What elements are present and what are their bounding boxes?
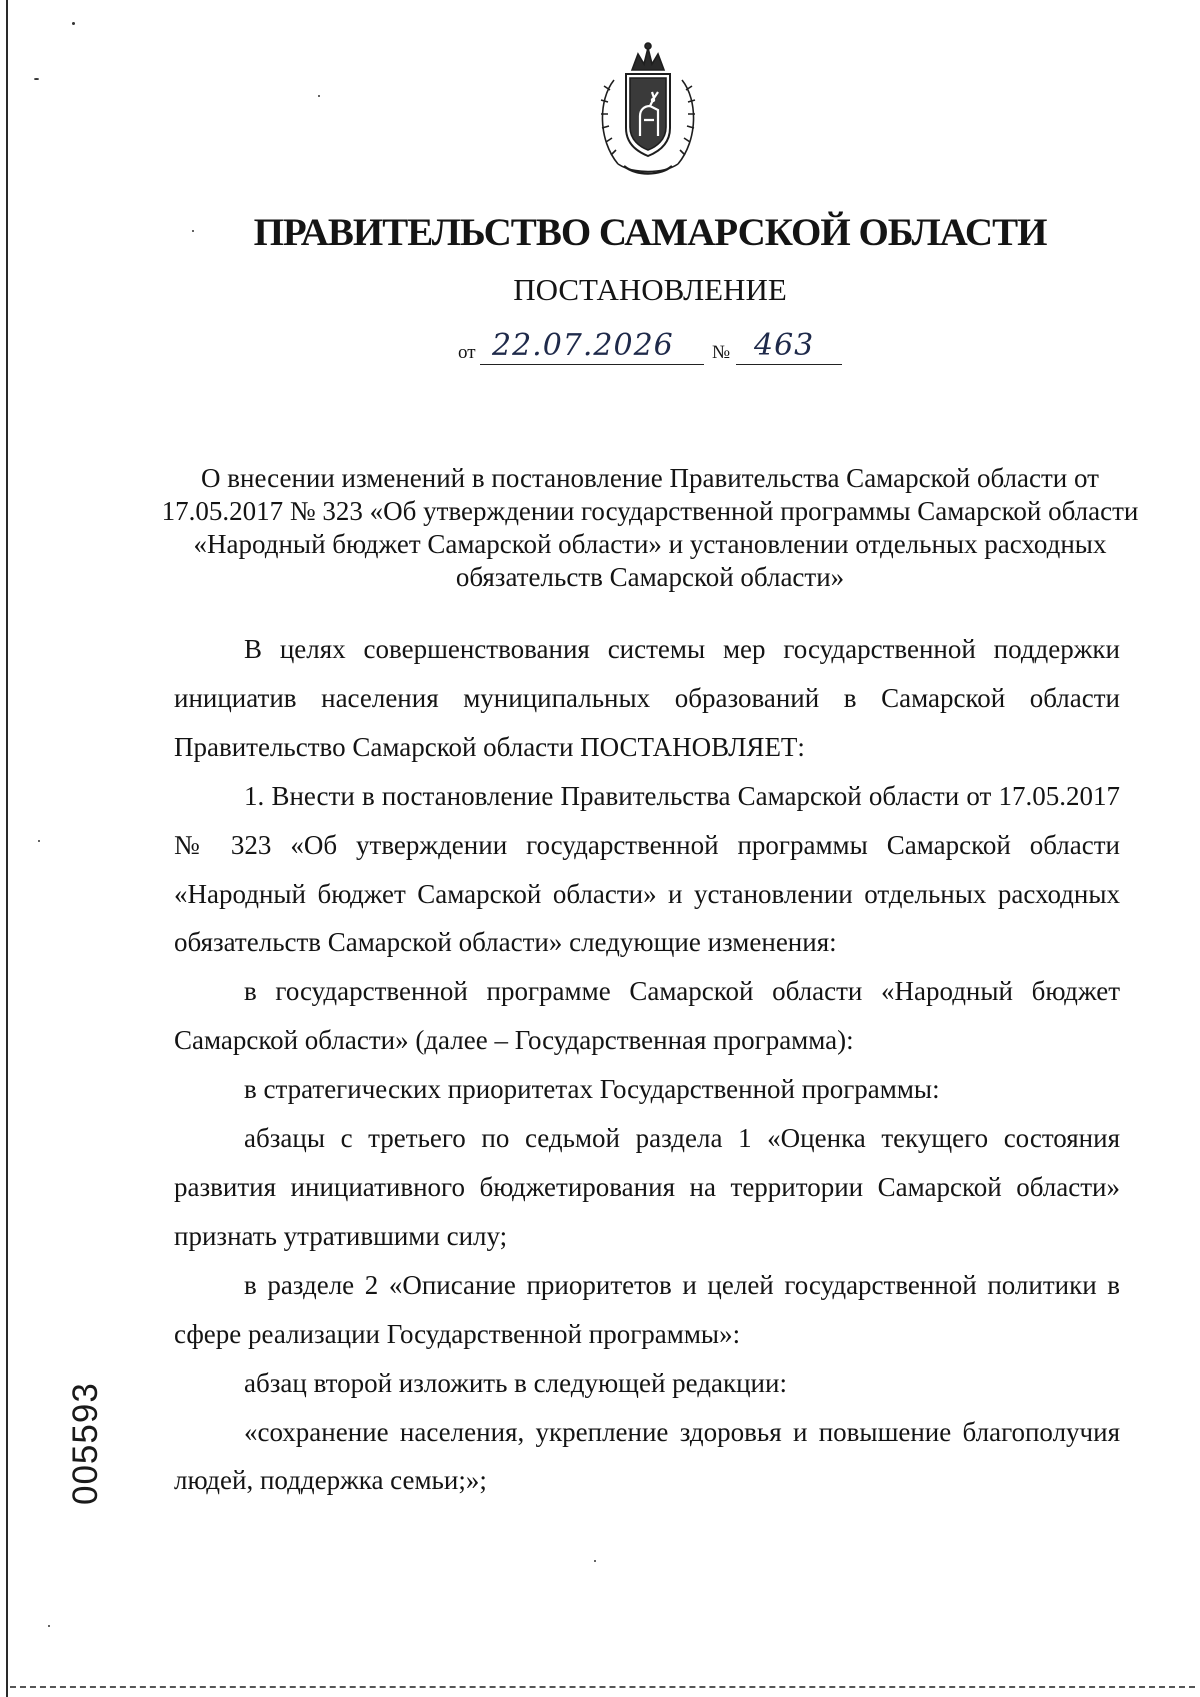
scan-speck bbox=[72, 22, 75, 25]
number-prefix-label: № bbox=[712, 342, 731, 363]
body-paragraph: В целях совершенствования системы мер государственной поддержки инициатив населения муниципальных образований в Самарской области Правительство Самарской области ПОСТАНОВЛЯЕТ: bbox=[174, 634, 1120, 762]
scan-speck bbox=[48, 1625, 50, 1627]
scan-speck bbox=[34, 78, 39, 80]
resolution-body bbox=[174, 625, 1120, 1505]
document-type-heading: ПОСТАНОВЛЕНИЕ bbox=[513, 272, 787, 307]
body-paragraph: абзац второй изложить в следующей редакции: bbox=[244, 1367, 787, 1398]
footer-dashed-line bbox=[10, 1686, 1195, 1688]
resolution-subject: О внесении изменений в постановление Правительства Самарской области от 17.05.2017 № 323 «Об утверждении государственной программы Самарской области «Народный бюджет Самарской области» и установлении отдельных расходных обязательств Самарской области» bbox=[161, 463, 1139, 592]
body-paragraph: 1. Внести в постановление Правительства Самарской области от 17.05.2017 № 323 «Об утверждении государственной программы Самарской области «Народный бюджет Самарской области» и установлении отдельных расходных обязательств Самарской области» следующие изменения: bbox=[174, 780, 1120, 958]
body-paragraph: в государственной программе Самарской области «Народный бюджет Самарской области» (далее – Государственная программа): bbox=[174, 976, 1120, 1056]
scan-speck bbox=[38, 840, 40, 842]
date-underline bbox=[480, 364, 704, 365]
handwritten-number: 463 bbox=[754, 328, 815, 363]
body-paragraph: в разделе 2 «Описание приоритетов и целей государственной политики в сфере реализации Государственной программы»: bbox=[174, 1269, 1120, 1349]
resolution-date-number-line bbox=[458, 328, 858, 368]
scan-speck bbox=[594, 1560, 596, 1562]
samara-oblast-coat-of-arms-icon bbox=[588, 40, 708, 180]
government-title: ПРАВИТЕЛЬСТВО САМАРСКОЙ ОБЛАСТИ bbox=[253, 211, 1047, 254]
number-underline bbox=[736, 364, 842, 365]
margin-serial-number: 005593 bbox=[66, 1382, 105, 1505]
body-paragraph: абзацы с третьего по седьмой раздела 1 «Оценка текущего состояния развития инициативного бюджетирования на территории Самарской области» признать утратившими силу; bbox=[174, 1123, 1120, 1251]
handwritten-date: 22.07.2026 bbox=[492, 328, 674, 363]
date-prefix-label: от bbox=[458, 342, 476, 363]
scan-speck bbox=[318, 95, 320, 97]
body-paragraph: «сохранение населения, укрепление здоровья и повышение благополучия людей, поддержка семьи;»; bbox=[174, 1416, 1120, 1496]
body-paragraph: в стратегических приоритетах Государственной программы: bbox=[244, 1074, 940, 1105]
